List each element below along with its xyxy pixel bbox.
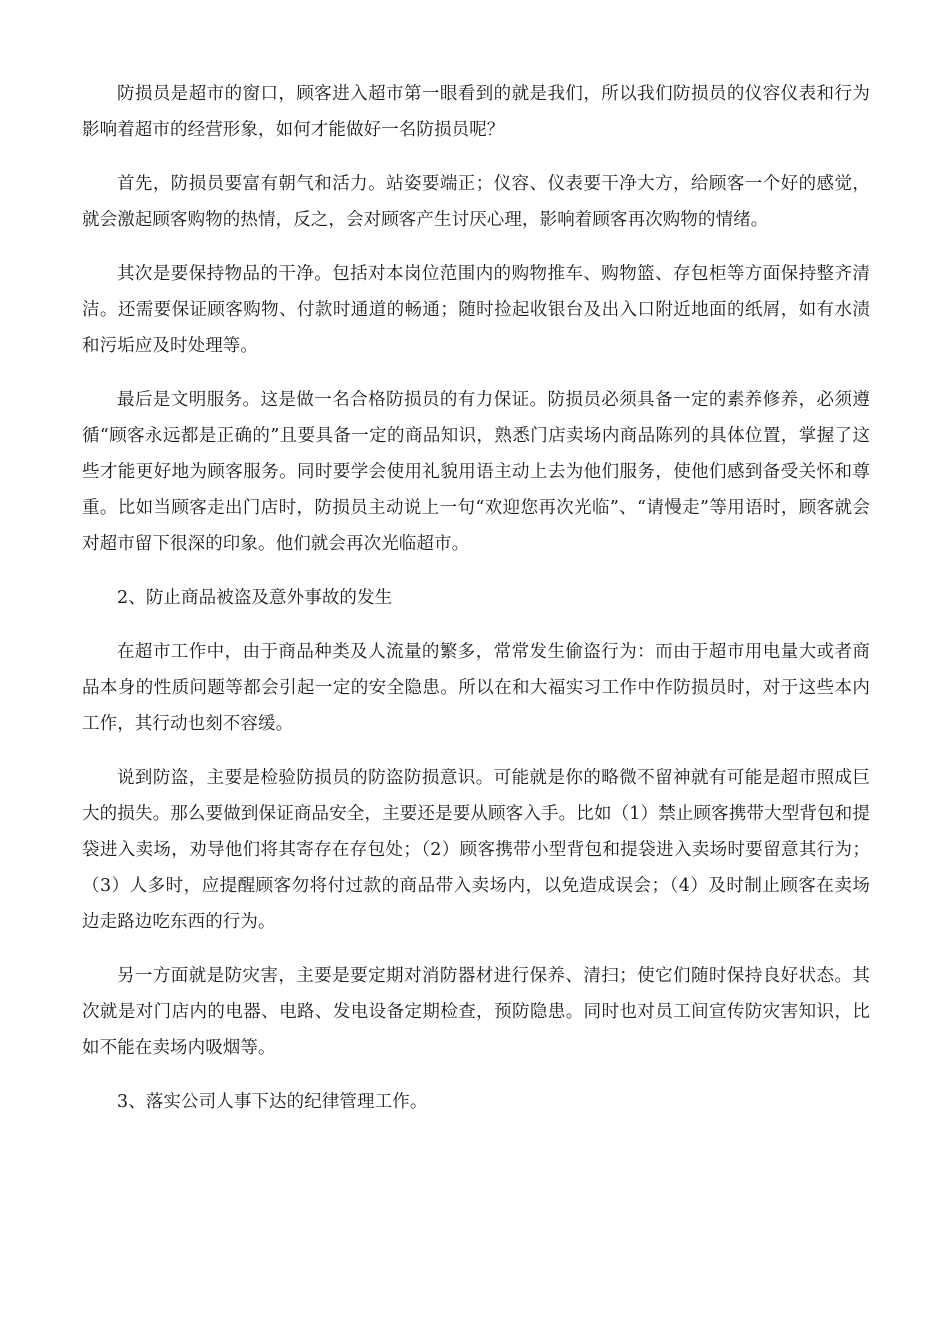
paragraph-first: 首先，防损员要富有朝气和活力。站姿要端正；仪容、仪表要干净大方，给顾客一个好的感觉，就会激起顾客购物的热情，反之，会对顾客产生讨厌心理，影响着顾客再次购物的情绪。 <box>82 174 870 230</box>
paragraph-intro: 防损员是超市的窗口，顾客进入超市第一眼看到的就是我们，所以我们防损员的仪容仪表和行为影响着超市的经营形象，如何才能做好一名防损员呢？ <box>82 84 870 140</box>
paragraph-disaster: 另一方面就是防灾害，主要是要定期对消防器材进行保养、清扫；使它们随时保持良好状态。其次就是对门店内的电器、电路、发电设备定期检查，预防隐患。同时也对员工间宣传防灾害知识，比如不能在卖场内吸烟等。 <box>82 966 870 1058</box>
document-body <box>82 76 870 1138</box>
paragraph-last: 最后是文明服务。这是做一名合格防损员的有力保证。防损员必须具备一定的素养修养，必须遵循“顾客永远都是正确的”且要具备一定的商品知识，熟悉门店卖场内商品陈列的具体位置，掌握了这些才能更好地为顾客服务。同时要学会使用礼貌用语主动上去为他们服务，使他们感到备受关怀和尊重。比如当顾客走出门店时，防损员主动说上一句“欢迎您再次光临”、“请慢走”等用语时，顾客就会对超市留下很深的印象。他们就会再次光临超市。 <box>82 390 870 554</box>
paragraph-theft-intro: 在超市工作中，由于商品种类及人流量的繁多，常常发生偷盗行为：而由于超市用电量大或者商品本身的性质问题等都会引起一定的安全隐患。所以在和大福实习工作中作防损员时，对于这些本内工作，其行动也刻不容缓。 <box>82 642 870 734</box>
section-heading-2: 2、防止商品被盗及意外事故的发生 <box>117 588 393 608</box>
section-heading-3: 3、落实公司人事下达的纪律管理工作。 <box>117 1092 428 1112</box>
paragraph-second: 其次是要保持物品的干净。包括对本岗位范围内的购物推车、购物篮、存包柜等方面保持整齐清洁。还需要保证顾客购物、付款时通道的畅通；随时捡起收银台及出入口附近地面的纸屑，如有水渍和污垢应及时处理等。 <box>82 264 870 356</box>
paragraph-anti-theft: 说到防盗，主要是检验防损员的防盗防损意识。可能就是你的略微不留神就有可能是超市照成巨大的损失。那么要做到保证商品安全，主要还是要从顾客入手。比如（1）禁止顾客携带大型背包和提袋进入卖场，劝导他们将其寄存在存包处；（2）顾客携带小型背包和提袋进入卖场时要留意其行为；（3）人多时，应提醒顾客勿将付过款的商品带入卖场内，以免造成误会；（4）及时制止顾客在卖场边走路边吃东西的行为。 <box>82 768 870 932</box>
